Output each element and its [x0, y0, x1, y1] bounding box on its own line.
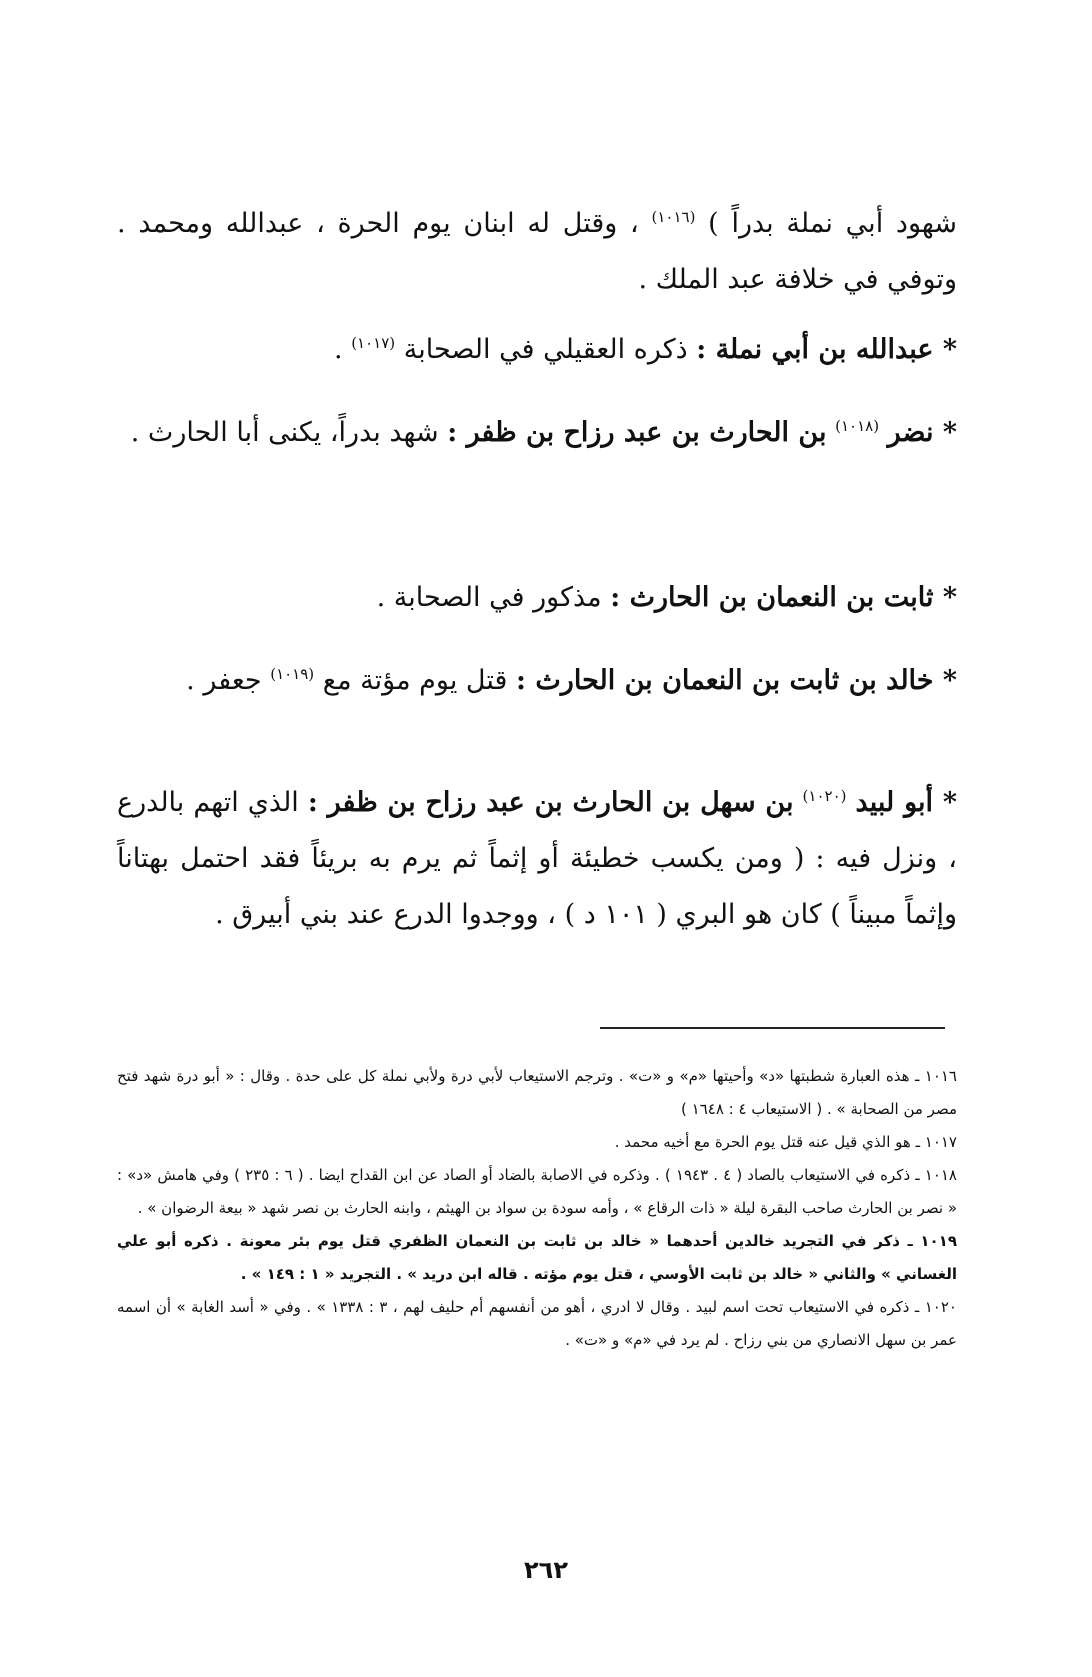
entry-text: الذي اتهم بالدرع ، ونزل فيه : ( ومن يكسب خطيئة أو إثماً ثم يرم به بريئاً فقد احتمل بهتاناً وإثماً مبيناً ) كان هو البري ( ١٠١ د ) ، ووجدوا الدرع عند بني أبيرق .	[117, 787, 957, 930]
footnote-1017: ١٠١٧ ـ هو الذي قيل عنه قتل يوم الحرة مع أخيه محمد .	[614, 1133, 957, 1151]
entry-heading: * ثابت بن النعمان بن الحارث :	[610, 582, 957, 613]
entry-text: قتل يوم مؤتة مع	[322, 665, 508, 696]
entry-paragraph	[117, 570, 957, 626]
entry-abu-labid	[117, 775, 957, 943]
entry-paragraph	[117, 775, 957, 943]
entry-abdallah	[117, 322, 957, 378]
entry-heading: * نضر	[887, 417, 957, 448]
footnote-ref-1019: (١٠١٩)	[270, 665, 315, 683]
entry-text-end: .	[334, 334, 343, 365]
entry-text: مذكور في الصحابة .	[376, 582, 602, 613]
entry-paragraph	[117, 405, 957, 461]
entry-khalid	[117, 653, 957, 709]
footnote-ref-1016: (١٠١٦)	[651, 208, 696, 226]
page-number: ٢٦٢	[524, 1556, 568, 1584]
footnote-separator	[600, 1027, 945, 1029]
footnote-ref-1018: (١٠١٨)	[835, 417, 880, 435]
footnote-1019: ١٠١٩ ـ ذكر في التجريد خالدين أحدهما « خالد بن ثابت بن النعمان الظفري قتل يوم بئر معونة . ذكره أبو علي الغساني » والثاني « خالد بن ثابت الأوسي ، قتل يوم مؤته . قاله ابن دريد » . التجريد « ١ : ١٤٩ » .	[117, 1232, 957, 1283]
entry-text: شهد بدراً، يكنى أبا الحارث .	[130, 417, 439, 448]
main-text	[117, 196, 957, 308]
footnote-1016: ١٠١٦ ـ هذه العبارة شطبتها «د» وأحيتها «م» و «ت» . وترجم الاستيعاب لأبي درة ولأبي نملة كل على حدة . وقال : « أبو درة شهد فتح مصر من الصحابة » . ( الاستيعاب ٤ : ١٦٤٨ )	[117, 1067, 957, 1118]
entry-paragraph	[117, 653, 957, 709]
entry-text: ذكره العقيلي في الصحابة	[403, 334, 688, 365]
footnote-ref-1017: (١٠١٧)	[351, 334, 396, 352]
entry-text-end: جعفر .	[186, 665, 262, 696]
entry-nadr	[117, 405, 957, 461]
entry-paragraph	[117, 322, 957, 378]
paragraph-text: شهود أبي نملة بدراً )	[708, 208, 957, 239]
entry-heading: * خالد بن ثابت بن النعمان بن الحارث :	[516, 665, 957, 696]
paragraph-text: ، وقتل له ابنان يوم الحرة ، عبدالله ومحمد . وتوفي في خلافة عبد الملك .	[117, 208, 957, 295]
entry-heading: * أبو لبيد	[855, 787, 957, 818]
entry-heading-rest: بن الحارث بن عبد رزاح بن ظفر :	[447, 417, 827, 448]
footnote-1020: ١٠٢٠ ـ ذكره في الاستيعاب تحت اسم لبيد . وقال لا ادري ، أهو من أنفسهم أم حليف لهم ، ٣ : ١٣٣٨ » . وفي « أسد الغابة » أن اسمه عمر بن سهل الانصاري من بني رزاح . لم يرد في «م» و «ت» .	[117, 1298, 957, 1349]
footnote-ref-1020: (١٠٢٠)	[802, 787, 847, 805]
entry-heading: * عبدالله بن أبي نملة :	[696, 334, 957, 365]
footnotes	[117, 1060, 957, 1357]
paragraph-continuation	[117, 196, 957, 308]
entry-thabit	[117, 570, 957, 626]
entry-heading-rest: بن سهل بن الحارث بن عبد رزاح بن ظفر :	[307, 787, 794, 818]
footnote-1018: ١٠١٨ ـ ذكره في الاستيعاب بالصاد ( ٤ . ١٩٤٣ ) . وذكره في الاصابة بالضاد أو الصاد عن ابن القداح ايضا . ( ٦ : ٢٣٥ ) وفي هامش «د» : « نصر بن الحارث صاحب البقرة ليلة « ذات الرقاع » ، وأمه سودة بن سواد بن الهيثم ، وابنه الحارث بن نصر شهد « بيعة الرضوان » .	[117, 1166, 957, 1217]
